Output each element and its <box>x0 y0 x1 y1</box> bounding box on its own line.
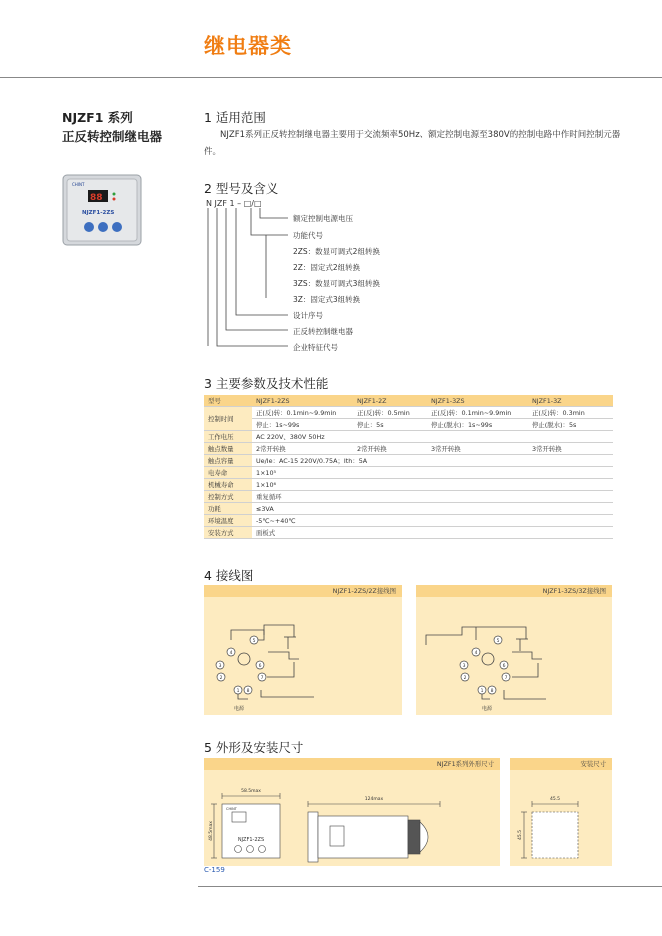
pin-label: 3 <box>462 664 466 669</box>
table-cell: -5℃~+40℃ <box>252 515 613 527</box>
table-cell: 正(反)转：0.1min~9.9min <box>252 407 353 419</box>
section-4-title: 4 接线图 <box>204 568 254 583</box>
table-cell: 停止：1s~99s <box>252 419 353 431</box>
row-label: 电寿命 <box>204 467 252 479</box>
pin-label: 3 <box>218 664 222 669</box>
mounting-panel <box>510 758 612 866</box>
pin-label: 5 <box>496 639 500 644</box>
table-cell: 1×10⁵ <box>252 467 613 479</box>
dim-depth: 124max <box>364 797 384 802</box>
dimension-panel-title: NJZF1系列外形尺寸 <box>204 758 500 770</box>
front-model: NJZF1-2ZS <box>237 837 265 843</box>
svg-text:88: 88 <box>90 193 103 203</box>
table-cell: 停止(脱水)：5s <box>528 419 613 431</box>
dimension-drawing <box>204 770 500 866</box>
table-row <box>204 479 613 491</box>
table-header: NJZF1-2Z <box>353 395 427 407</box>
wiring-panel-3z-title: NJZF1-3ZS/3Z接线图 <box>416 585 612 597</box>
row-label: 触点容量 <box>204 455 252 467</box>
table-row <box>204 503 613 515</box>
table-row <box>204 419 613 431</box>
wiring-panel-2z <box>204 585 402 715</box>
table-cell: 正(反)转：0.3min <box>528 407 613 419</box>
code-item-design: 设计序号 <box>293 311 323 320</box>
table-cell: 停止：5s <box>353 419 427 431</box>
table-row <box>204 515 613 527</box>
table-row <box>204 431 613 443</box>
table-cell: 正(反)转：0.5min <box>353 407 427 419</box>
row-label: 功耗 <box>204 503 252 515</box>
table-header: 型号 <box>204 395 252 407</box>
table-row <box>204 407 613 419</box>
table-cell: 重复循环 <box>252 491 613 503</box>
pin-label: 7 <box>504 676 508 681</box>
wiring-panel-3z <box>416 585 612 715</box>
pin-label: 4 <box>474 651 478 656</box>
code-item-3z: 3Z：固定式3组转换 <box>293 295 361 304</box>
table-cell: Ue/Ie：AC-15 220V/0.75A；Ith：5A <box>252 455 613 467</box>
table-row <box>204 455 613 467</box>
table-cell: 面板式 <box>252 527 613 539</box>
section-5-title: 5 外形及安装尺寸 <box>204 740 304 755</box>
product-title <box>62 108 162 146</box>
pin-label: 5 <box>252 639 256 644</box>
row-label: 环境温度 <box>204 515 252 527</box>
dim-width: 58.5max <box>241 789 261 794</box>
code-item-function: 功能代号 <box>293 231 323 240</box>
pin-label: 8 <box>490 689 494 694</box>
code-item-company: 企业特征代号 <box>293 343 338 352</box>
row-label: 安装方式 <box>204 527 252 539</box>
section-2-title: 2 型号及含义 <box>204 181 279 196</box>
code-item-voltage: 额定控制电源电压 <box>293 214 353 223</box>
cutout-width: 45.5 <box>549 797 561 802</box>
wiring-diagram-3z <box>416 597 612 715</box>
page-number: C-159 <box>204 866 225 874</box>
pin-label: 2 <box>463 676 467 681</box>
dim-height: 48.5max <box>209 821 214 841</box>
table-cell: 正(反)转：0.1min~9.9min <box>427 407 528 419</box>
code-item-2zs: 2ZS：数显可调式2组转换 <box>293 247 380 256</box>
table-cell: 2常开转换 <box>252 443 353 455</box>
params-table <box>204 395 613 539</box>
table-header: NJZF1-2ZS <box>252 395 353 407</box>
row-label: 控制方式 <box>204 491 252 503</box>
row-label: 工作电压 <box>204 431 252 443</box>
mounting-cutout-drawing <box>510 770 612 866</box>
cutout-height: 45.5 <box>518 829 523 841</box>
product-name: 正反转控制继电器 <box>62 129 163 144</box>
table-row <box>204 443 613 455</box>
table-row <box>204 467 613 479</box>
code-item-2z: 2Z：固定式2组转换 <box>293 263 361 272</box>
category-title: 继电器类 <box>204 34 292 58</box>
table-cell: 3常开转换 <box>427 443 528 455</box>
model-code-diagram <box>204 206 294 350</box>
table-cell: 2常开转换 <box>353 443 427 455</box>
wiring-panel-2z-title: NJZF1-2ZS/2Z接线图 <box>204 585 402 597</box>
pin-label: 7 <box>260 676 264 681</box>
pin-label: 1 <box>236 689 240 694</box>
product-series: NJZF1 系列 <box>62 110 133 125</box>
section-1-body: NJZF1系列正反转控制继电器主要用于交流频率50Hz、额定控制电源至380V的控制电路中作时间控制元器件。 <box>204 130 621 157</box>
table-header-row <box>204 395 613 407</box>
front-brand: CHINT <box>226 807 237 811</box>
code-item-3zs: 3ZS：数显可调式3组转换 <box>293 279 380 288</box>
photo-brand: CHINT <box>72 182 85 187</box>
table-cell: ≤3VA <box>252 503 613 515</box>
pin-label: 2 <box>219 676 223 681</box>
table-cell: 停止(脱水)：1s~99s <box>427 419 528 431</box>
pin-label: 4 <box>229 651 233 656</box>
photo-model: NJZF1-2ZS <box>82 210 115 216</box>
power-label: 电源 <box>234 706 245 712</box>
power-label: 电源 <box>482 706 493 712</box>
mounting-panel-title: 安装尺寸 <box>510 758 612 770</box>
section-3-title: 3 主要参数及技术性能 <box>204 376 329 391</box>
table-cell: 3常开转换 <box>528 443 613 455</box>
pin-label: 6 <box>502 664 506 669</box>
wiring-diagram-2z <box>204 597 402 715</box>
pin-label: 6 <box>258 664 262 669</box>
dimension-panel <box>204 758 500 866</box>
model-code: N JZF 1 – □/□ <box>206 199 262 208</box>
footer-divider <box>198 886 662 887</box>
pin-label: 1 <box>480 689 484 694</box>
table-header: NJZF1-3ZS <box>427 395 528 407</box>
table-header: NJZF1-3Z <box>528 395 613 407</box>
code-item-relay: 正反转控制继电器 <box>293 327 353 336</box>
table-row <box>204 491 613 503</box>
row-label: 控制时间 <box>204 407 252 431</box>
product-photo <box>62 174 142 246</box>
row-label: 机械寿命 <box>204 479 252 491</box>
table-cell: AC 220V、380V 50Hz <box>252 431 613 443</box>
pin-label: 8 <box>246 689 250 694</box>
table-cell: 1×10⁶ <box>252 479 613 491</box>
row-label: 触点数量 <box>204 443 252 455</box>
section-1-title: 1 适用范围 <box>204 110 266 125</box>
header-divider <box>0 77 662 78</box>
table-row <box>204 527 613 539</box>
